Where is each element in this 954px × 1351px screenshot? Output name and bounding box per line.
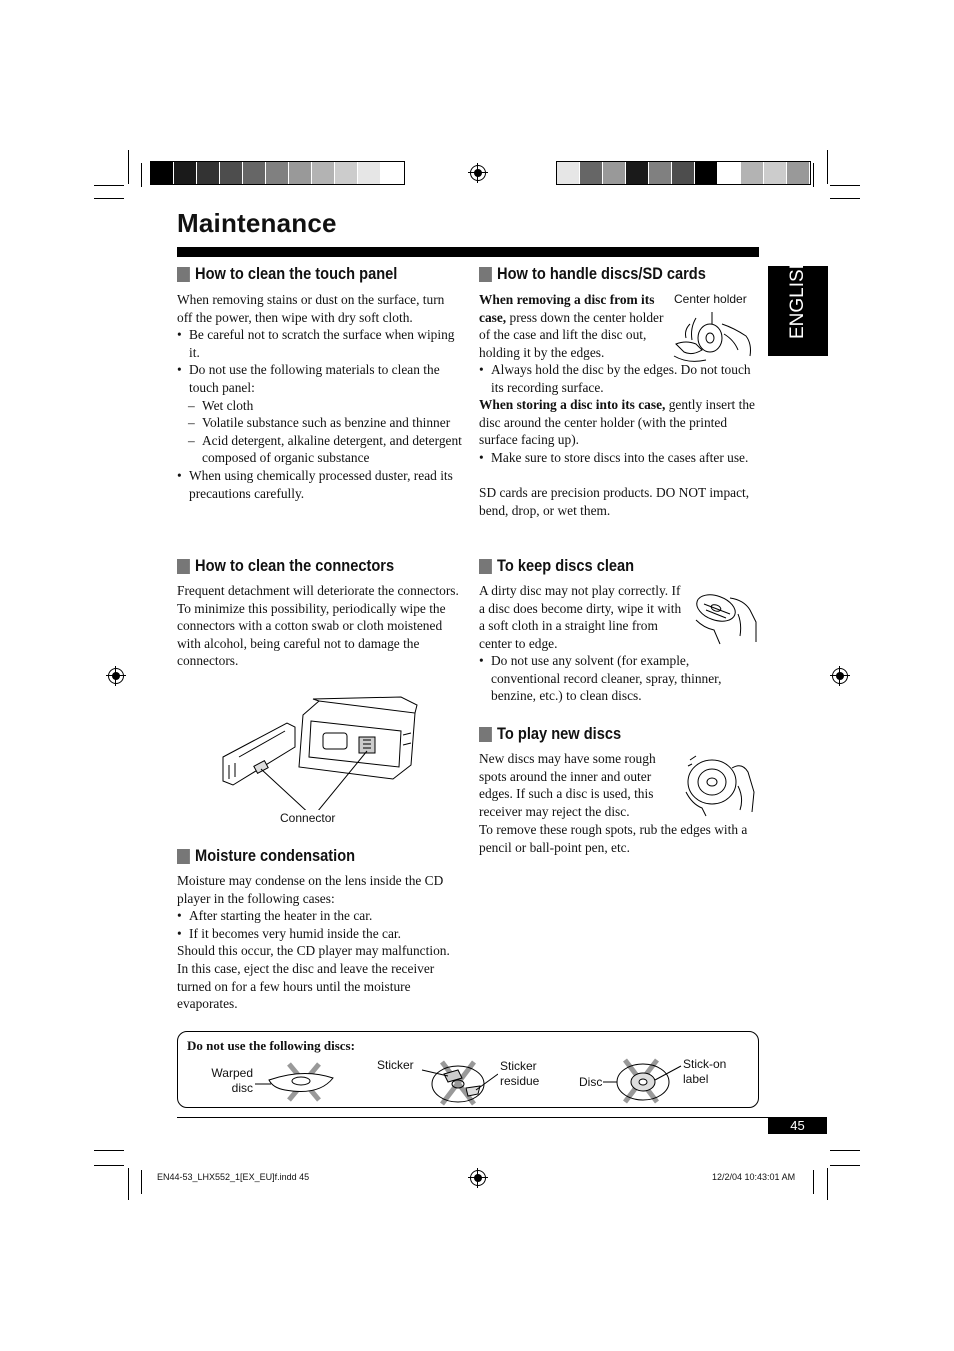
connector-label: Connector	[280, 811, 336, 825]
list-item: • Do not use any solvent (for example, conventional record cleaner, spray, thinner, benzine, etc.) to clean discs.	[479, 652, 759, 705]
list-item: – Volatile substance such as benzine and thinner	[177, 414, 462, 432]
list-item: • When using chemically processed duster, read its precautions carefully.	[177, 467, 462, 502]
list-item: • After starting the heater in the car.	[177, 907, 457, 925]
section-marker	[177, 267, 190, 282]
color-swatch	[174, 162, 197, 184]
section-marker	[479, 267, 492, 282]
do-not-use-heading: Do not use the following discs:	[187, 1038, 355, 1053]
color-swatch	[220, 162, 243, 184]
rough-disc-illustration	[682, 752, 758, 818]
list-item: • If it becomes very humid inside the car.	[177, 925, 457, 943]
keep-clean-heading	[479, 556, 634, 576]
color-swatch	[672, 162, 695, 184]
touch-panel-body	[177, 291, 462, 502]
registration-mark-top	[470, 165, 486, 181]
new-discs-body	[479, 821, 759, 856]
sticker-label: Sticker	[377, 1058, 414, 1072]
color-swatch	[266, 162, 289, 184]
color-swatch	[741, 162, 764, 184]
moisture-heading	[177, 846, 355, 866]
registration-mark-bottom	[470, 1170, 486, 1186]
warped-disc-label: Warped disc	[211, 1066, 253, 1095]
list-item: • Always hold the disc by the edges. Do not touch its recording surface.	[479, 361, 759, 396]
paragraph	[479, 291, 667, 361]
list-item: – Wet cloth	[177, 397, 462, 415]
section-marker	[479, 727, 492, 742]
color-swatch	[603, 162, 626, 184]
section-marker	[177, 849, 190, 864]
paragraph: Moisture may condense on the lens inside the CD player in the following cases:	[177, 873, 444, 906]
connectors-heading	[177, 556, 394, 576]
heading-text: To keep discs clean	[497, 556, 635, 575]
paragraph: To remove these rough spots, rub the edges with a pencil or ball-point pen, etc.	[479, 822, 748, 855]
connector-illustration	[215, 695, 425, 810]
sticker-disc-icon	[418, 1060, 498, 1106]
list-item: • Be careful not to scratch the surface when wiping it.	[177, 326, 462, 361]
touch-panel-heading	[177, 264, 397, 284]
new-discs-intro	[479, 750, 679, 820]
heading-text: How to handle discs/SD cards	[497, 264, 706, 283]
color-swatch	[580, 162, 603, 184]
color-swatch	[335, 162, 358, 184]
color-bar-left	[150, 161, 405, 185]
footer-rule	[177, 1117, 827, 1118]
section-marker	[177, 559, 190, 574]
list-item: • Make sure to store discs into the cases after use.	[479, 449, 759, 467]
color-swatch	[312, 162, 335, 184]
page-number: 45	[768, 1118, 827, 1134]
list-item: – Acid detergent, alkaline detergent, and detergent composed of organic substance	[177, 432, 462, 467]
handle-discs-body	[479, 361, 759, 519]
center-holder-label: Center holder	[674, 292, 747, 306]
color-swatch	[151, 162, 174, 184]
color-bar-right	[556, 161, 811, 185]
color-swatch	[381, 162, 404, 184]
paragraph-text: press down the center holder of the case and lift the disc out, holding it by the edges.	[479, 309, 664, 360]
stick-on-label-disc-icon	[603, 1058, 683, 1104]
page-title: Maintenance	[177, 208, 337, 238]
paragraph-text: gently insert the disc around the center holder (with the printed surface facing up).	[479, 397, 755, 448]
disc-case-illustration	[672, 310, 756, 368]
keep-clean-body	[479, 652, 759, 705]
wipe-disc-illustration	[690, 584, 760, 648]
new-discs-heading	[479, 724, 621, 744]
warped-disc-icon	[255, 1062, 345, 1104]
bold-lead: When storing a disc into its case,	[479, 397, 666, 413]
paragraph: New discs may have some rough spots around the inner and outer edges. If such a disc is used, this receiver may reject the disc.	[479, 751, 656, 819]
sticker-residue-label: Sticker residue	[500, 1059, 540, 1088]
keep-clean-intro	[479, 582, 689, 652]
language-tab-label: ENGLISH	[787, 255, 808, 339]
language-tab	[768, 255, 828, 356]
heading-text: How to clean the touch panel	[195, 264, 398, 283]
paragraph: Should this occur, the CD player may malfunction. In this case, eject the disc and leave the receiver turned on for a few hours until the moisture evaporates.	[177, 943, 450, 1012]
heading-text: To play new discs	[497, 724, 622, 743]
title-rule	[177, 247, 759, 257]
color-swatch	[289, 162, 312, 184]
section-marker	[479, 559, 492, 574]
registration-mark-left	[108, 668, 124, 684]
stick-on-label-label: Stick-on label	[683, 1057, 727, 1086]
color-swatch	[764, 162, 787, 184]
disc-label: Disc	[579, 1075, 603, 1089]
paragraph	[479, 396, 759, 449]
color-swatch	[718, 162, 741, 184]
color-swatch	[649, 162, 672, 184]
paragraph: To minimize this possibility, periodically wipe the connectors with a cotton swab or cloth moistened with alcohol, being careful not to damage the connectors.	[177, 600, 446, 669]
heading-text: How to clean the connectors	[195, 556, 395, 575]
slug-filename: EN44-53_LHX552_1[EX_EU]f.indd 45	[157, 1172, 310, 1182]
connectors-body	[177, 582, 459, 670]
paragraph: When removing stains or dust on the surface, turn off the power, then wipe with dry soft cloth.	[177, 292, 445, 325]
slug-date: 12/2/04 10:43:01 AM	[712, 1172, 796, 1182]
paragraph: A dirty disc may not play correctly. If a disc does become dirty, wipe it with a soft cloth in a straight line from center to edge.	[479, 583, 682, 651]
paragraph: Frequent detachment will deteriorate the connectors.	[177, 583, 459, 598]
handle-discs-body-top	[479, 291, 667, 361]
color-swatch	[557, 162, 580, 184]
color-swatch	[358, 162, 381, 184]
list-item: • Do not use the following materials to clean the touch panel:	[177, 361, 462, 396]
color-swatch	[197, 162, 220, 184]
paragraph: SD cards are precision products. DO NOT impact, bend, drop, or wet them.	[479, 485, 750, 518]
handle-discs-heading	[479, 264, 706, 284]
color-swatch	[243, 162, 266, 184]
heading-text: Moisture condensation	[195, 846, 356, 865]
registration-mark-right	[832, 668, 848, 684]
color-swatch	[695, 162, 718, 184]
color-swatch	[787, 162, 810, 184]
color-swatch	[626, 162, 649, 184]
moisture-body	[177, 872, 457, 1013]
bold-lead: When removing a disc from its case,	[479, 292, 655, 325]
